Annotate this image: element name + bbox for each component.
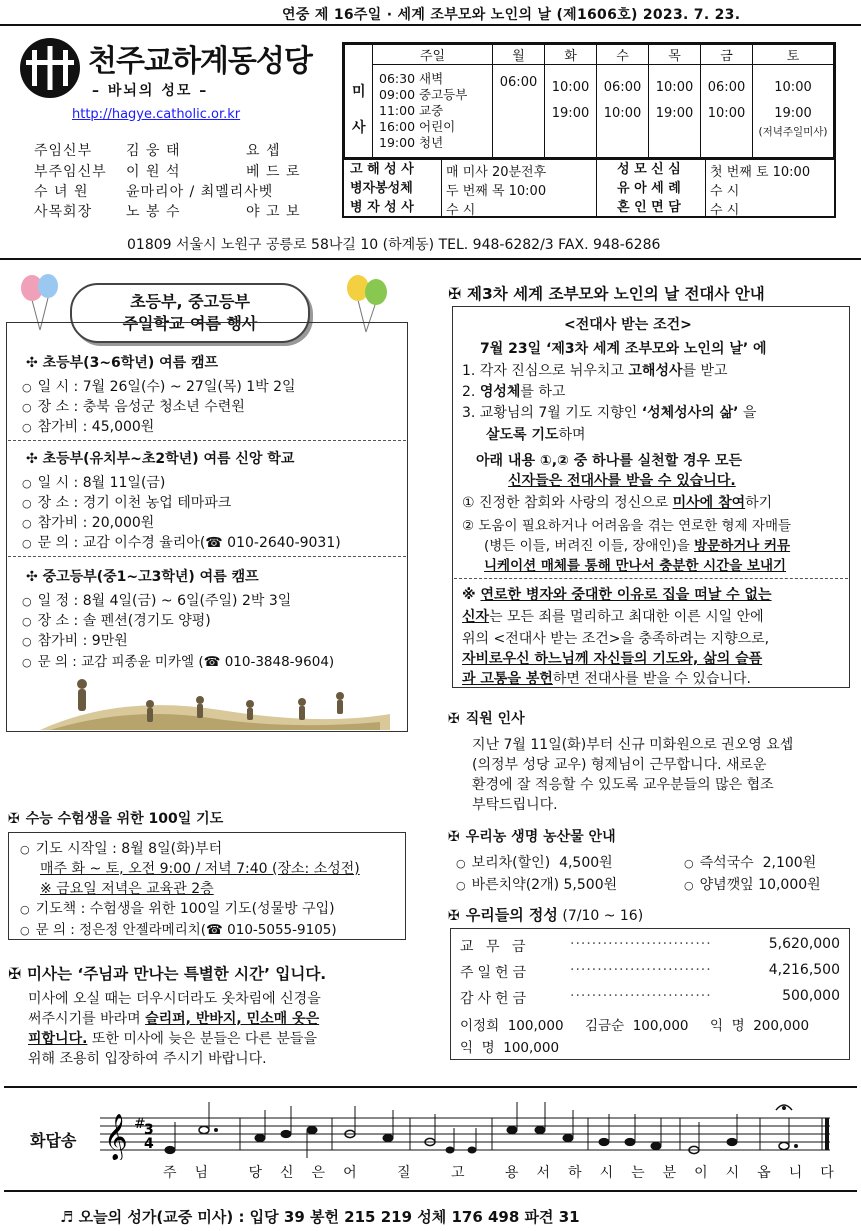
church-name: 천주교하계동성당 <box>88 44 312 79</box>
sacrament-row: 고 해 성 사 매 미사 20분전후 성 모 신 심 첫 번째 토 10:00 <box>342 160 810 180</box>
sat-times: 10:00 19:00 (저녁주일미사) <box>753 65 834 158</box>
staff-row <box>34 161 300 181</box>
bulletin-date-line: 연중 제 16주일 · 세계 조부모와 노인의 날 (제1606호) 2023. 7. 23. <box>282 7 741 23</box>
indulgence-mid: 신자들은 전대사를 받을 수 있습니다. <box>508 473 736 489</box>
staff-notice-title: ✠ 직원 인사 <box>448 711 525 727</box>
staff-role: 주임신부 <box>34 143 93 159</box>
offering-title: ✠ 우리들의 정성 (7/10 ~ 16) <box>448 906 644 924</box>
tue-times: 10:00 19:00 <box>545 65 597 158</box>
church-logo-icon <box>18 36 82 100</box>
day-header: 주일 <box>373 45 493 65</box>
day-header: 금 <box>701 45 753 65</box>
indulgence-note: 신자는 모든 죄를 멀리하고 최대한 이른 시일 안에 <box>462 609 764 625</box>
staff-role: 사목회장 <box>34 204 93 220</box>
indulgence-box-title: <전대사 받는 조건> <box>564 317 692 333</box>
staff-baptismal: 야 고 보 <box>246 204 301 220</box>
divider <box>8 440 406 441</box>
church-website-link[interactable]: http://hagye.catholic.or.kr <box>72 107 241 122</box>
prayer-line: 매주 화 ~ 토, 오전 9:00 / 저녁 7:40 (장소: 소성전) <box>40 861 360 877</box>
indulgence-note: 자비로우신 하느님께 자신들의 기도와, 삶의 슬픔 <box>462 651 763 667</box>
camp1-line: ○ 참가비 : 45,000원 <box>22 419 155 435</box>
church-motto: – 바뇌의 성모 – <box>92 83 209 99</box>
prayer-line: ○ 문 의 : 정은정 안젤라메리치(☎ 010-5055-9105) <box>20 922 337 938</box>
responsorial-psalm-label: 화답송 <box>30 1131 77 1150</box>
divider <box>8 556 406 557</box>
staff-name: 노 봉 수 <box>126 204 181 220</box>
option-2-cont: (병든 이들, 버려진 이들, 장애인)을 방문하거나 커뮤 <box>484 538 791 554</box>
sacrament-row: 병 자 성 사 수 시 혼 인 면 담 수 시 <box>342 198 739 218</box>
svg-text:𝄞: 𝄞 <box>104 1114 128 1160</box>
svg-text:4: 4 <box>144 1136 154 1152</box>
mass-notice-line: 미사에 오실 때는 더우시더라도 옷차림에 신경을 <box>28 991 321 1007</box>
staff-name: 윤마리아 / 최멜리사벳 <box>126 184 274 200</box>
sacrament-info <box>342 158 836 218</box>
mass-notice-line: 써주시기를 바라며 슬리퍼, 반바지, 민소매 옷은 <box>28 1011 320 1027</box>
mass-notice-title: ✠ 미사는 ‘주님과 만나는 특별한 시간’ 입니다. <box>8 965 327 983</box>
camp1-line: ○ 장 소 : 충북 음성군 청소년 수련원 <box>22 399 245 415</box>
staff-baptismal: 베 드 로 <box>246 164 301 180</box>
children-illustration <box>40 674 390 730</box>
sunday-times: 06:30 새벽 09:00 중고등부 11:00 교중 16:00 어린이 19:00 청년 <box>373 65 493 158</box>
camp3-line: ○ 참가비 : 9만원 <box>22 633 128 649</box>
donor-line: 익 명 100,000 <box>460 1040 560 1056</box>
product-item: ○ 보리차(할인) 4,500원 <box>456 855 613 871</box>
indulgence-note: ※ 연로한 병자와 중대한 이유로 집을 떠날 수 없는 <box>462 587 772 603</box>
staff-row <box>34 140 281 160</box>
condition-3: 3. 교황님의 7월 기도 지향인 ‘성체성사의 삶’ 을 <box>462 405 757 421</box>
svg-text:3: 3 <box>144 1122 154 1138</box>
thu-times: 10:00 19:00 <box>649 65 701 158</box>
indulgence-title: ✠ 제3차 세계 조부모와 노인의 날 전대사 안내 <box>448 285 765 303</box>
offering-row: 감사헌금 ·························· 500,000 <box>460 988 840 1007</box>
staff-notice-line: 부탁드립니다. <box>472 797 558 813</box>
header-bottom-rule <box>0 258 861 260</box>
option-2-cont: 니케이션 매체를 통해 만나서 충분한 시간을 보내기 <box>484 558 787 574</box>
mass-side-label: 미 사 <box>352 84 366 136</box>
product-item: ○ 바른치약(2개) 5,500원 <box>456 877 618 893</box>
staff-row <box>34 181 273 201</box>
mass-notice-line: 위해 조용히 입장하여 주시기 바랍니다. <box>28 1051 267 1067</box>
mon-times: 06:00 <box>493 65 545 158</box>
prayer-line: ○ 기도 시작일 : 8월 8일(화)부터 <box>20 841 223 857</box>
top-rule <box>0 24 861 26</box>
donor-line: 이정희 100,000 김금순 100,000 익 명 200,000 <box>460 1018 810 1034</box>
camp3-title: ✣ 중고등부(중1~고3학년) 여름 캠프 <box>26 569 259 585</box>
offering-row: 주일헌금 ·························· 4,216,500 <box>460 962 840 981</box>
condition-3-cont: 살도록 기도하며 <box>486 427 586 443</box>
offering-row: 교 무 금 ·························· 5,620,000 <box>460 936 840 955</box>
camp3-line: ○ 문 의 : 교감 피종윤 미카엘 (☎ 010-3848-9604) <box>22 654 335 670</box>
camp2-title: ✣ 초등부(유치부~초2학년) 여름 신앙 학교 <box>26 451 295 467</box>
divider <box>454 578 848 579</box>
church-address: 01809 서울시 노원구 공릉로 58나길 10 (하계동) TEL. 948-6282/3 FAX. 948-6286 <box>127 237 661 253</box>
fri-times: 06:00 10:00 <box>701 65 753 158</box>
summer-events-banner: 초등부, 중고등부 주일학교 여름 행사 <box>70 283 310 343</box>
psalm-lyrics: 주님 당신은어 질 고 용서하시는분이시옵니다 <box>163 1165 852 1181</box>
camp3-line: ○ 장 소 : 솔 펜션(경기도 양평) <box>22 613 211 629</box>
score-bottom-rule <box>4 1190 857 1192</box>
product-item: ○ 즉석국수 2,100원 <box>684 855 817 871</box>
camp2-line: ○ 참가비 : 20,000원 <box>22 515 155 531</box>
prayer-line: ※ 금요일 저녁은 교육관 2층 <box>40 881 214 897</box>
prayer-line: ○ 기도책 : 수험생을 위한 100일 기도(성물방 구입) <box>20 901 335 917</box>
sacrament-row: 병자봉성체 두 번째 목 10:00 유 아 세 례 수 시 <box>342 179 739 199</box>
condition-2: 2. 영성체를 하고 <box>462 384 566 400</box>
svg-text:#: # <box>134 1116 146 1132</box>
prayer-section-title: ✠ 수능 수험생을 위한 100일 기도 <box>8 811 224 827</box>
day-header: 월 <box>493 45 545 65</box>
option-1: ① 진정한 참회와 사랑의 정신으로 미사에 참여하기 <box>462 495 773 511</box>
staff-baptismal: 요 셉 <box>246 143 281 159</box>
indulgence-mid: 아래 내용 ①,② 중 하나를 실천할 경우 모든 <box>476 453 743 469</box>
option-2: ② 도움이 필요하거나 어려움을 겪는 연로한 형제 자매들 <box>462 518 792 534</box>
indulgence-note: 위의 <전대사 받는 조건>을 충족하려는 지향으로, <box>462 631 770 647</box>
camp2-line: ○ 장 소 : 경기 이천 농업 테마파크 <box>22 495 232 511</box>
mass-notice-line: 피합니다. 또한 미사에 늦은 분들은 다른 분들을 <box>28 1031 317 1047</box>
staff-role: 수 녀 원 <box>34 184 89 200</box>
product-item: ○ 양념깻잎 10,000원 <box>684 877 821 893</box>
todays-hymns: ♬ 오늘의 성가(교중 미사) : 입당 39 봉헌 215 219 성체 176 498 파견 31 <box>60 1208 580 1226</box>
staff-name: 이 원 석 <box>126 164 181 180</box>
staff-name: 김 웅 태 <box>126 143 181 159</box>
staff-row <box>34 201 300 221</box>
camp2-line: ○ 일 시 : 8월 11일(금) <box>22 475 166 491</box>
indulgence-note: 과 고통을 봉헌하면 전대사를 받을 수 있습니다. <box>462 671 751 687</box>
condition-1: 1. 각자 진심으로 뉘우치고 고해성사를 받고 <box>462 363 728 379</box>
camp2-line: ○ 문 의 : 교감 이수경 율리아(☎ 010-2640-9031) <box>22 535 341 551</box>
staff-notice-line: (의정부 성당 교우) 형제님이 근무합니다. 새로운 <box>472 757 767 773</box>
score-top-rule <box>4 1086 857 1088</box>
day-header: 토 <box>753 45 834 65</box>
staff-notice-line: 지난 7월 11일(화)부터 신규 미화원으로 권오영 요셉 <box>472 737 794 753</box>
staff-role: 부주임신부 <box>34 164 107 180</box>
music-staff <box>100 1100 840 1160</box>
wed-times: 06:00 10:00 <box>597 65 649 158</box>
camp3-line: ○ 일 정 : 8월 4일(금) ~ 6일(주일) 2박 3일 <box>22 593 292 609</box>
products-title: ✠ 우리농 생명 농산물 안내 <box>448 829 616 845</box>
camp1-title: ✣ 초등부(3~6학년) 여름 캠프 <box>26 355 219 371</box>
camp1-line: ○ 일 시 : 7월 26일(수) ~ 27일(목) 1박 2일 <box>22 379 296 395</box>
staff-notice-line: 환경에 잘 적응할 수 있도록 교우분들의 많은 협조 <box>472 777 774 793</box>
day-header: 수 <box>597 45 649 65</box>
day-header: 화 <box>545 45 597 65</box>
day-header: 목 <box>649 45 701 65</box>
indulgence-date: 7월 23일 ‘제3차 세계 조부모와 노인의 날’ 에 <box>480 341 767 357</box>
